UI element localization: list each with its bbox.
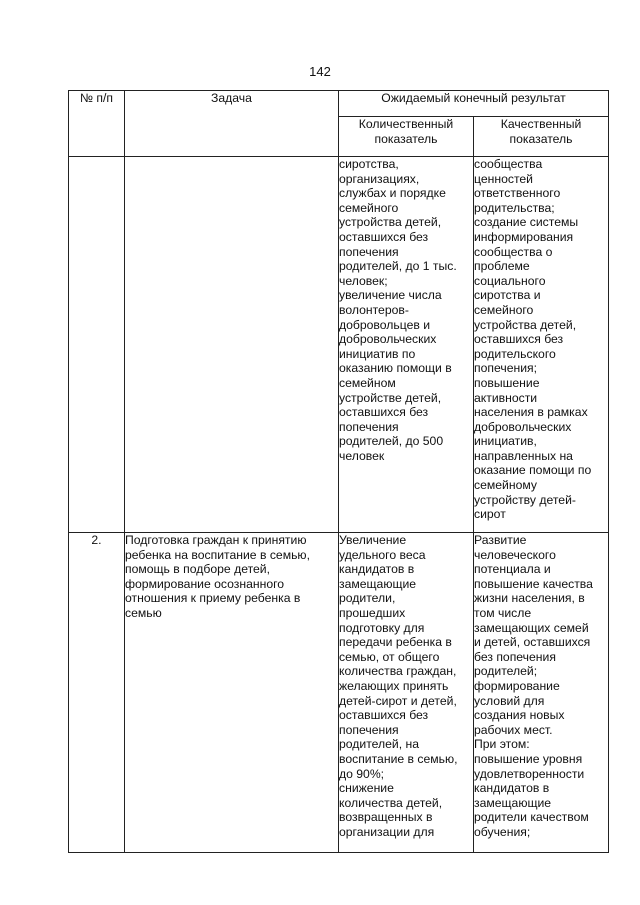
- task-cell: [125, 533, 339, 853]
- qualitative-text-line: и детей, оставшихся: [474, 635, 591, 650]
- quantitative-text-line: оставшихся без: [339, 229, 429, 244]
- header-line: Количественный: [358, 117, 454, 131]
- quantitative-text-line: замещающие: [339, 576, 417, 591]
- qualitative-text-line: населения в рамках: [474, 405, 588, 420]
- quantitative-text-line: родители,: [339, 591, 396, 606]
- qualitative-text-line: ответственного: [474, 186, 561, 201]
- header-qualitative: [474, 117, 609, 157]
- task-text-line: семью: [125, 605, 162, 620]
- quantitative-text-line: оказанию помощи в: [339, 361, 452, 376]
- quantitative-text-line: оставшихся без: [339, 708, 429, 723]
- task-text-line: формирование осознанного: [125, 576, 285, 591]
- qualitative-text-line: том числе: [474, 605, 532, 620]
- header-expected-result: Ожидаемый конечный результат: [339, 91, 609, 117]
- header-line: показатель: [509, 131, 573, 146]
- quantitative-text-line: человек: [339, 448, 385, 463]
- table-row: [69, 533, 609, 853]
- table-row: [69, 157, 609, 533]
- qualitative-text-line: устройству детей-: [474, 492, 576, 507]
- row-number: 2.: [91, 533, 102, 547]
- qualitative-text-line: При этом:: [474, 737, 530, 752]
- qualitative-text-line: повышение уровня: [474, 751, 583, 766]
- quantitative-text-line: добровольцев и: [339, 317, 431, 332]
- quantitative-text-line: желающих принять: [339, 678, 449, 693]
- quantitative-text-line: снижение: [339, 781, 394, 796]
- results-table: [68, 90, 609, 853]
- quantitative-text-line: родителей, до 1 тыс.: [339, 259, 457, 274]
- quantitative-text-line: службах и порядке: [339, 186, 446, 201]
- qualitative-text-line: замещающие: [474, 795, 552, 810]
- qualitative-text-line: устройства детей,: [474, 317, 577, 332]
- row-number-cell: [69, 157, 125, 533]
- header-num: № п/п: [69, 91, 125, 157]
- quantitative-text-line: детей-сирот и детей,: [339, 693, 457, 708]
- qualitative-text-line: рабочих мест.: [474, 722, 553, 737]
- qualitative-text-line: сообщества о: [474, 244, 553, 259]
- qualitative-text-line: попечения;: [474, 361, 538, 376]
- quantitative-text-line: родителей, на: [339, 737, 420, 752]
- qualitative-text-line: создание системы: [474, 215, 579, 230]
- quantitative-text-line: волонтеров-: [339, 302, 409, 317]
- quantitative-text-line: количества граждан,: [339, 664, 457, 679]
- qualitative-text-line: социального: [474, 273, 546, 288]
- task-text-line: ребенка на воспитание в семью,: [125, 547, 310, 562]
- quantitative-text-line: Увеличение: [339, 533, 407, 547]
- qualitative-cell: [474, 157, 609, 533]
- quantitative-text-line: попечения: [339, 244, 399, 259]
- quantitative-text-line: удельного веса: [339, 547, 426, 562]
- qualitative-text-line: родительства;: [474, 200, 555, 215]
- qualitative-text-line: замещающих семей: [474, 620, 589, 635]
- task-text-line: Подготовка граждан к принятию: [125, 533, 307, 547]
- qualitative-text-line: семейному: [474, 478, 537, 493]
- qualitative-text-line: удовлетворенности: [474, 766, 585, 781]
- quantitative-text-line: воспитание в семью,: [339, 751, 458, 766]
- header-quantitative: [339, 117, 474, 157]
- quantitative-text-line: попечения: [339, 419, 399, 434]
- qualitative-text-line: без попечения: [474, 649, 556, 664]
- quantitative-text-line: организации для: [339, 824, 435, 839]
- qualitative-text-line: направленных на: [474, 448, 573, 463]
- quantitative-cell: [339, 157, 474, 533]
- quantitative-text-line: прошедших: [339, 605, 406, 620]
- qualitative-text-line: потенциала и: [474, 562, 551, 577]
- quantitative-text-line: количества детей,: [339, 795, 443, 810]
- quantitative-text-line: добровольческих: [339, 332, 437, 347]
- quantitative-text-line: подготовку для: [339, 620, 425, 635]
- quantitative-text-line: передачи ребенка в: [339, 635, 452, 650]
- qualitative-text-line: кандидатов в: [474, 781, 550, 796]
- quantitative-text-line: сиротства,: [339, 157, 399, 171]
- quantitative-text-line: до 90%;: [339, 766, 385, 781]
- header-line: показатель: [374, 131, 438, 146]
- quantitative-text-line: семью, от общего: [339, 649, 440, 664]
- task-text-line: отношения к приему ребенка в: [125, 591, 301, 606]
- task-cell: [125, 157, 339, 533]
- header-line: Качественный: [500, 117, 582, 131]
- qualitative-text-line: оставшихся без: [474, 332, 564, 347]
- qualitative-text-line: обучения;: [474, 824, 531, 839]
- qualitative-text-line: активности: [474, 390, 538, 405]
- quantitative-text-line: увеличение числа: [339, 288, 442, 303]
- quantitative-text-line: семейного: [339, 200, 399, 215]
- qualitative-text-line: сирот: [474, 507, 506, 522]
- quantitative-cell: [339, 533, 474, 853]
- quantitative-text-line: семейном: [339, 375, 396, 390]
- row-number-cell: [69, 533, 125, 853]
- quantitative-text-line: родителей, до 500: [339, 434, 444, 449]
- quantitative-text-line: организациях,: [339, 171, 420, 186]
- qualitative-text-line: повышение: [474, 375, 540, 390]
- header-task: Задача: [125, 91, 339, 157]
- quantitative-text-line: оставшихся без: [339, 405, 429, 420]
- qualitative-text-line: человеческого: [474, 547, 556, 562]
- qualitative-text-line: повышение качества: [474, 576, 593, 591]
- task-text-line: помощь в подборе детей,: [125, 562, 270, 577]
- quantitative-text-line: инициатив по: [339, 346, 416, 361]
- quantitative-text-line: попечения: [339, 722, 399, 737]
- qualitative-text-line: Развитие: [474, 533, 527, 547]
- qualitative-text-line: формирование: [474, 678, 560, 693]
- quantitative-text-line: человек;: [339, 273, 388, 288]
- qualitative-text-line: проблеме: [474, 259, 530, 274]
- qualitative-text-line: семейного: [474, 302, 534, 317]
- qualitative-text-line: условий для: [474, 693, 545, 708]
- qualitative-text-line: добровольческих: [474, 419, 572, 434]
- page-number: 142: [309, 64, 331, 79]
- qualitative-text-line: сиротства и: [474, 288, 541, 303]
- qualitative-text-line: создания новых: [474, 708, 565, 723]
- qualitative-text-line: родителей;: [474, 664, 538, 679]
- qualitative-text-line: инициатив,: [474, 434, 537, 449]
- qualitative-text-line: сообщества: [474, 157, 543, 171]
- quantitative-text-line: возвращенных в: [339, 810, 433, 825]
- quantitative-text-line: устройства детей,: [339, 215, 442, 230]
- qualitative-text-line: информирования: [474, 229, 574, 244]
- qualitative-text-line: оказание помощи по: [474, 463, 592, 478]
- qualitative-text-line: жизни населения, в: [474, 591, 585, 606]
- quantitative-text-line: устройстве детей,: [339, 390, 442, 405]
- qualitative-cell: [474, 533, 609, 853]
- quantitative-text-line: кандидатов в: [339, 562, 415, 577]
- qualitative-text-line: родительского: [474, 346, 556, 361]
- qualitative-text-line: ценностей: [474, 171, 533, 186]
- qualitative-text-line: родители качеством: [474, 810, 589, 825]
